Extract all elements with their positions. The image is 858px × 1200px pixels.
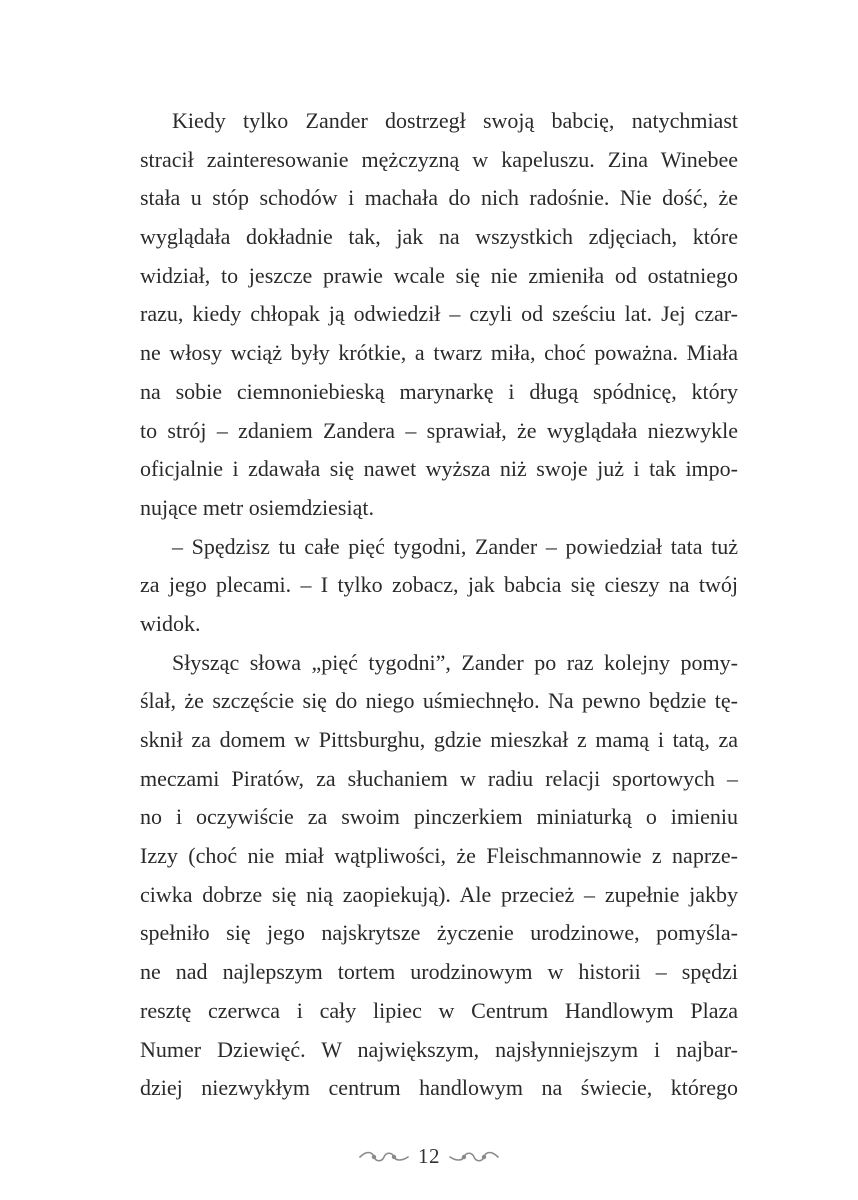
text-line: stracił zainteresowanie mężczyzną w kapeluszu. Zina Winebee: [140, 146, 738, 172]
paragraph: [140, 528, 738, 644]
text-line: meczami Piratów, za słuchaniem w radiu relacji sportowych –: [140, 765, 738, 791]
text-line: widok.: [140, 610, 201, 636]
swirl-ornament-right-icon: [448, 1149, 500, 1165]
text-line: wyglądała dokładnie tak, jak na wszystkich zdjęciach, które: [140, 224, 738, 250]
page-number: 12: [418, 1144, 440, 1168]
text-line: Numer Dziewięć. W największym, najsłynniejszym i najbar-: [140, 1036, 738, 1062]
text-line: nujące metr osiemdziesiąt.: [140, 494, 374, 520]
text-line: no i oczywiście za swoim pinczerkiem miniaturką o imieniu: [140, 804, 738, 830]
text-line: to strój – zdaniem Zandera – sprawiał, że wyglądała niezwykle: [140, 417, 738, 443]
text-line: razu, kiedy chłopak ją odwiedził – czyli od sześciu lat. Jej czar-: [140, 301, 738, 327]
text-line: spełniło się jego najskrytsze życzenie urodzinowe, pomyśla-: [140, 920, 738, 946]
text-line: Słysząc słowa „pięć tygodni”, Zander po raz kolejny pomy-: [172, 649, 738, 675]
text-line: widział, to jeszcze prawie wcale się nie zmieniła od ostatniego: [140, 262, 738, 288]
text-line: resztę czerwca i cały lipiec w Centrum Handlowym Plaza: [140, 997, 738, 1023]
text-line: stała u stóp schodów i machała do nich radośnie. Nie dość, że: [140, 185, 738, 211]
text-line: Izzy (choć nie miał wątpliwości, że Fleischmannowie z naprze-: [140, 843, 738, 869]
text-line: Kiedy tylko Zander dostrzegł swoją babcię, natychmiast: [172, 108, 738, 133]
page-footer: [0, 1144, 858, 1169]
text-line: ślał, że szczęście się do niego uśmiechnęło. Na pewno będzie tę-: [140, 688, 738, 714]
paragraph: [140, 644, 738, 1108]
text-line: ciwka dobrze się nią zaopiekują). Ale przecież – zupełnie jakby: [140, 881, 738, 907]
text-line: sknił za domem w Pittsburghu, gdzie mieszkał z mamą i tatą, za: [140, 727, 738, 752]
swirl-ornament-left-icon: [358, 1149, 410, 1165]
text-line: oficjalnie i zdawała się nawet wyższa niż swoje już i tak impo-: [140, 456, 738, 482]
paragraph: [140, 102, 738, 528]
text-line: dziej niezwykłym centrum handlowym na świecie, którego: [140, 1075, 738, 1101]
text-line: – Spędzisz tu całe pięć tygodni, Zander – powiedział tata tuż: [172, 533, 738, 559]
text-line: za jego plecami. – I tylko zobacz, jak babcia się cieszy na twój: [140, 572, 738, 598]
body-text: [140, 102, 738, 1108]
text-line: na sobie ciemnoniebieską marynarkę i długą spódnicę, który: [140, 378, 738, 404]
text-line: ne nad najlepszym tortem urodzinowym w historii – spędzi: [140, 959, 738, 985]
text-line: ne włosy wciąż były krótkie, a twarz miła, choć poważna. Miała: [140, 340, 738, 366]
